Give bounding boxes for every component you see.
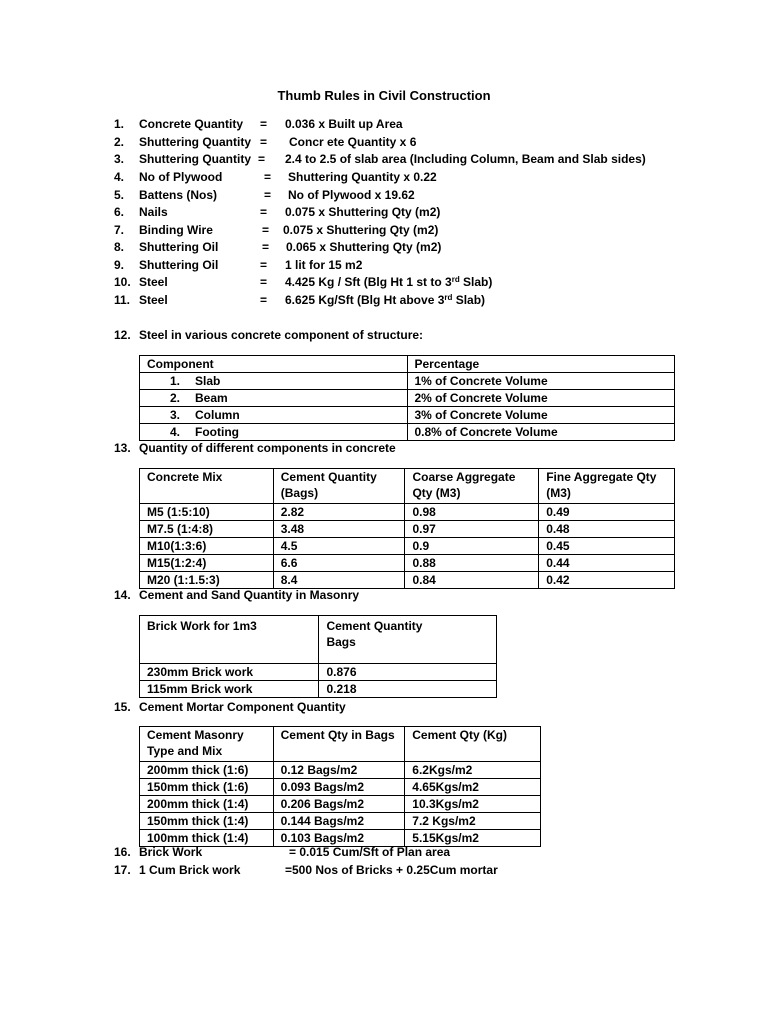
rule-label: Shuttering Oil <box>139 258 219 272</box>
rule-value: 4.425 Kg / Sft (Blg Ht 1 st to 3rd Slab) <box>285 275 493 289</box>
table-row <box>140 681 497 698</box>
table-cell: 3% of Concrete Volume <box>407 407 675 424</box>
steel-percentage-table <box>139 355 675 441</box>
superscript: rd <box>451 275 460 284</box>
table-header-cell: Component <box>140 356 408 373</box>
section-number: 15. <box>114 700 131 714</box>
section-title: Quantity of different components in concrete <box>139 441 396 455</box>
rule-number: 2. <box>114 135 125 149</box>
rule-number: 8. <box>114 240 125 254</box>
table-row <box>140 762 541 779</box>
rule-value: 0.075 x Shuttering Qty (m2) <box>283 223 439 237</box>
table-cell: 3.48 <box>273 521 405 538</box>
section-title: Cement Mortar Component Quantity <box>139 700 346 714</box>
table-cell: M15(1:2:4) <box>140 555 274 572</box>
rule-value: Concr ete Quantity x 6 <box>289 135 417 149</box>
rule-number: 5. <box>114 188 125 202</box>
table-cell: 200mm thick (1:6) <box>140 762 274 779</box>
table-header-cell: Percentage <box>407 356 675 373</box>
table-header-row <box>140 356 675 373</box>
table-cell: 0.12 Bags/m2 <box>273 762 405 779</box>
rule-label: Shuttering Quantity <box>139 135 251 149</box>
rule-label: Steel <box>139 275 168 289</box>
table-cell: 0.84 <box>405 572 539 589</box>
rule-equals: = <box>260 135 268 149</box>
table-cell: 7.2 Kgs/m2 <box>405 813 541 830</box>
table-cell: 0.97 <box>405 521 539 538</box>
table-cell: 0.49 <box>539 504 675 521</box>
table-cell: 8.4 <box>273 572 405 589</box>
rule-equals: = <box>260 258 268 272</box>
table-cell: 4.5 <box>273 538 405 555</box>
masonry-cement-table <box>139 615 497 698</box>
rule-value: 1 lit for 15 m2 <box>285 258 363 272</box>
rule-value: 0.075 x Shuttering Qty (m2) <box>285 205 441 219</box>
rule-number: 7. <box>114 223 125 237</box>
section-title: Cement and Sand Quantity in Masonry <box>139 588 360 602</box>
table-cell: 4.65Kgs/m2 <box>405 779 541 796</box>
table-header-cell: Coarse Aggregate Qty (M3) <box>405 469 539 504</box>
table-cell: 0.144 Bags/m2 <box>273 813 405 830</box>
rule-value: 0.036 x Built up Area <box>285 117 403 131</box>
rule-label: Binding Wire <box>139 223 213 237</box>
rule-number: 10. <box>114 275 131 289</box>
table-row <box>140 504 675 521</box>
table-header-cell: Brick Work for 1m3 <box>140 616 319 664</box>
table-cell: 2.82 <box>273 504 405 521</box>
table-header-cell: Cement Quantity (Bags) <box>273 469 405 504</box>
rule-number: 1. <box>114 117 125 131</box>
table-cell: 0.48 <box>539 521 675 538</box>
rule-label: Concrete Quantity <box>139 117 244 131</box>
rule-value: 6.625 Kg/Sft (Blg Ht above 3rd Slab) <box>285 293 486 307</box>
table-cell: 0.103 Bags/m2 <box>273 830 405 847</box>
table-cell: 0.44 <box>539 555 675 572</box>
superscript: rd <box>444 293 453 302</box>
table-row <box>140 555 675 572</box>
table-row <box>140 390 675 407</box>
table-header-cell: Fine Aggregate Qty (M3) <box>539 469 675 504</box>
table-row <box>140 796 541 813</box>
rule-label: Nails <box>139 205 168 219</box>
table-cell: M10(1:3:6) <box>140 538 274 555</box>
rule-label: Battens (Nos) <box>139 188 218 202</box>
table-cell: 0.093 Bags/m2 <box>273 779 405 796</box>
table-cell: 4. Footing <box>140 424 408 441</box>
rule-number: 3. <box>114 152 125 166</box>
table-row <box>140 830 541 847</box>
table-cell: 0.42 <box>539 572 675 589</box>
table-cell: 3. Column <box>140 407 408 424</box>
table-header-cell: Cement Quantity Bags <box>319 616 497 664</box>
table-cell: 0.206 Bags/m2 <box>273 796 405 813</box>
rule-number: 4. <box>114 170 125 184</box>
section-number: 14. <box>114 588 131 602</box>
table-cell: 10.3Kgs/m2 <box>405 796 541 813</box>
table-cell: 6.2Kgs/m2 <box>405 762 541 779</box>
table-cell: 0.98 <box>405 504 539 521</box>
table-row <box>140 424 675 441</box>
table-cell: 2. Beam <box>140 390 408 407</box>
rule-label: Brick Work <box>139 845 203 859</box>
concrete-mix-table <box>139 468 675 589</box>
rule-value: = 0.015 Cum/Sft of Plan area <box>289 845 451 859</box>
rule-value: Shuttering Quantity x 0.22 <box>288 170 437 184</box>
rule-number: 16. <box>114 845 131 859</box>
table-row <box>140 572 675 589</box>
table-row <box>140 538 675 555</box>
table-cell: 2% of Concrete Volume <box>407 390 675 407</box>
rule-label: No of Plywood <box>139 170 223 184</box>
table-header-row <box>140 616 497 664</box>
table-header-row <box>140 469 675 504</box>
rule-equals: = <box>264 188 272 202</box>
table-header-cell: Concrete Mix <box>140 469 274 504</box>
rule-label: 1 Cum Brick work <box>139 863 241 877</box>
rule-value: =500 Nos of Bricks + 0.25Cum mortar <box>285 863 498 877</box>
table-cell: 5.15Kgs/m2 <box>405 830 541 847</box>
mortar-component-table <box>139 726 541 847</box>
table-cell: 115mm Brick work <box>140 681 319 698</box>
document-title: Thumb Rules in Civil Construction <box>277 88 491 103</box>
table-header-cell: Cement Masonry Type and Mix <box>140 727 274 762</box>
rule-equals: = <box>262 240 270 254</box>
rule-label: Steel <box>139 293 168 307</box>
table-cell: 1% of Concrete Volume <box>407 373 675 390</box>
rule-equals: = <box>258 152 266 166</box>
rule-equals: = <box>260 117 268 131</box>
table-row <box>140 779 541 796</box>
rule-number: 9. <box>114 258 125 272</box>
rule-label: Shuttering Quantity <box>139 152 251 166</box>
rule-value: 2.4 to 2.5 of slab area (Including Column, Beam and Slab sides) <box>285 152 646 166</box>
rule-equals: = <box>260 275 268 289</box>
section-title: Steel in various concrete component of structure: <box>139 328 424 342</box>
table-cell: 100mm thick (1:4) <box>140 830 274 847</box>
table-cell: 0.876 <box>319 664 497 681</box>
rule-equals: = <box>262 223 270 237</box>
rule-number: 11. <box>114 293 131 307</box>
rule-label: Shuttering Oil <box>139 240 219 254</box>
table-row <box>140 664 497 681</box>
rule-number: 6. <box>114 205 125 219</box>
table-row <box>140 813 541 830</box>
table-row <box>140 521 675 538</box>
table-row <box>140 407 675 424</box>
rule-equals: = <box>260 293 268 307</box>
section-number: 12. <box>114 328 131 342</box>
table-header-cell: Cement Qty (Kg) <box>405 727 541 762</box>
table-cell: 6.6 <box>273 555 405 572</box>
rule-equals: = <box>264 170 272 184</box>
rule-value: 0.065 x Shuttering Qty (m2) <box>286 240 442 254</box>
table-cell: M7.5 (1:4:8) <box>140 521 274 538</box>
table-header-cell: Cement Qty in Bags <box>273 727 405 762</box>
table-cell: 0.45 <box>539 538 675 555</box>
table-cell: M20 (1:1.5:3) <box>140 572 274 589</box>
table-row <box>140 373 675 390</box>
table-cell: 0.8% of Concrete Volume <box>407 424 675 441</box>
table-cell: 0.9 <box>405 538 539 555</box>
table-cell: 0.88 <box>405 555 539 572</box>
rule-number: 17. <box>114 863 131 877</box>
section-number: 13. <box>114 441 131 455</box>
rule-value: No of Plywood x 19.62 <box>288 188 415 202</box>
table-cell: 230mm Brick work <box>140 664 319 681</box>
table-cell: 150mm thick (1:6) <box>140 779 274 796</box>
table-cell: 150mm thick (1:4) <box>140 813 274 830</box>
table-cell: M5 (1:5:10) <box>140 504 274 521</box>
table-cell: 200mm thick (1:4) <box>140 796 274 813</box>
table-cell: 0.218 <box>319 681 497 698</box>
table-cell: 1. Slab <box>140 373 408 390</box>
rule-equals: = <box>260 205 268 219</box>
table-header-row <box>140 727 541 762</box>
